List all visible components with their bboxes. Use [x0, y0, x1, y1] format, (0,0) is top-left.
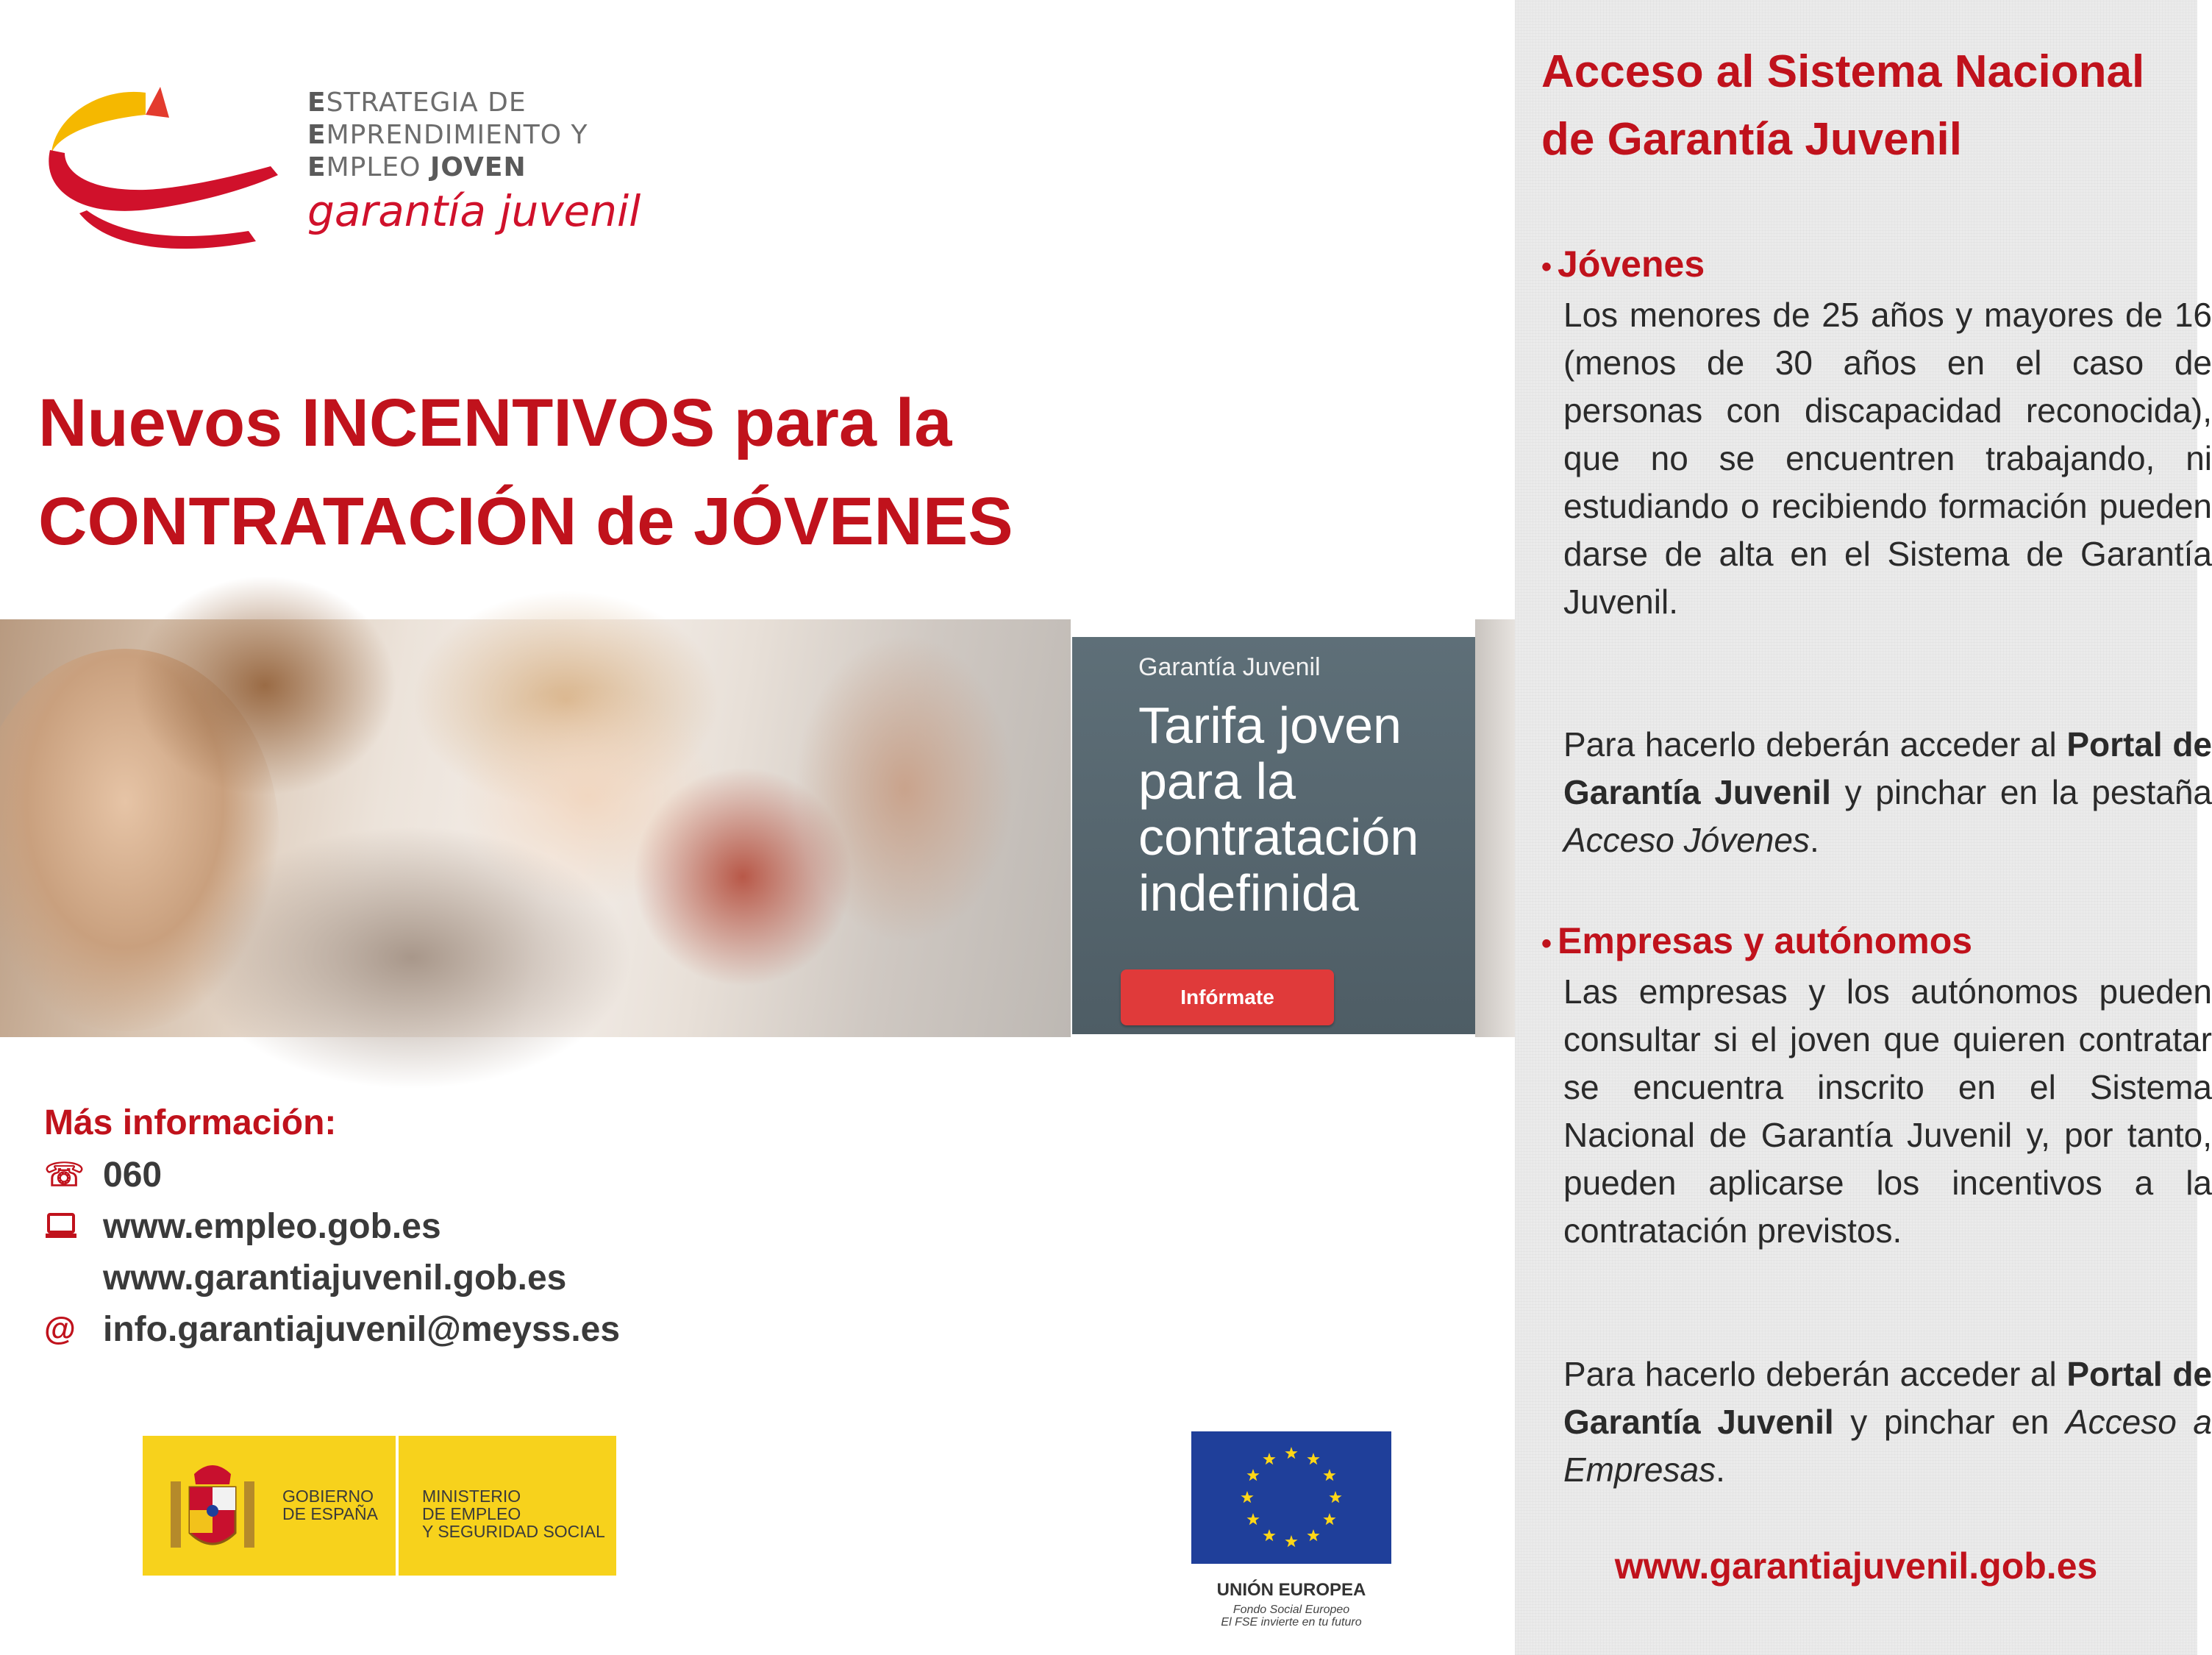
coat-of-arms-icon — [165, 1452, 260, 1562]
gobierno-espana-logo — [143, 1436, 616, 1576]
section-heading-jovenes: • Jóvenes — [1541, 243, 1705, 285]
section-access-empresas: Para hacerlo deberán acceder al Portal de Garantía Juvenil y pinchar en Acceso a Empresas. — [1563, 1355, 2212, 1489]
bullet-icon: • — [1541, 251, 1552, 283]
section-text-jovenes: Los menores de 25 años y mayores de 16 (menos de 30 años en el caso de personas con discapacidad reconocida), que no se encuentren trabajando, ni estudiando o recibiendo formación pueden darse de alta en el Sistema de Garantía Juvenil. — [1563, 296, 2212, 621]
eu-name: UNIÓN EUROPEA — [1216, 1580, 1366, 1600]
section-text-empresas: Las empresas y los autónomos pueden consultar si el joven que quieren contratar se encuentra inscrito en el Sistema Nacional de Garantía Juvenil y, por tanto, pueden aplicarse los incentivos a la contratación previstos. — [1563, 972, 2212, 1250]
contact-web-2 — [44, 1252, 620, 1303]
contact-title: Más información: — [44, 1103, 337, 1142]
page-title — [38, 374, 1127, 571]
eu-subtitle: Fondo Social Europeo El FSE invierte en tu futuro — [1221, 1604, 1362, 1629]
gobierno-text: GOBIERNO DE ESPAÑA — [282, 1487, 378, 1523]
panel-url[interactable]: www.garantiajuvenil.gob.es — [1614, 1545, 2098, 1587]
computer-icon — [44, 1211, 103, 1241]
logo-line-1: ESTRATEGIA DE — [307, 88, 527, 118]
eu-flag-icon — [1191, 1431, 1391, 1564]
title-line-1: Nuevos INCENTIVOS para la — [38, 385, 952, 460]
photo-edge — [1475, 619, 1515, 1037]
promo-heading: Tarifa joven para la contratación indefinida — [1138, 697, 1419, 922]
logo-line-3: EMPLEO JOVEN — [307, 152, 527, 182]
ministerio-text: MINISTERIO DE EMPLEO Y SEGURIDAD SOCIAL — [422, 1487, 605, 1541]
promo-card — [1072, 637, 1475, 1034]
section-access-jovenes: Para hacerlo deberán acceder al Portal de Garantía Juvenil y pinchar en la pestaña Acceso Jóvenes. — [1563, 725, 2212, 859]
bullet-icon: • — [1541, 928, 1552, 960]
logo-text — [307, 87, 641, 237]
info-panel — [1515, 0, 2212, 1655]
contact-info — [44, 1097, 620, 1355]
informate-button[interactable]: Infórmate — [1121, 969, 1334, 1025]
contact-phone — [44, 1149, 620, 1200]
portal-link: Portal de Garantía Juvenil — [1563, 1355, 2212, 1441]
panel-title: Acceso al Sistema Nacional de Garantía Juvenil — [1541, 46, 2145, 165]
portal-link: Portal de Garantía Juvenil — [1563, 725, 2212, 811]
contact-email — [44, 1303, 620, 1355]
phone-icon: ☏ — [44, 1156, 85, 1193]
logo-subtitle: garantía juvenil — [307, 186, 641, 236]
logo-divider — [396, 1436, 399, 1576]
link-empleo[interactable]: www.empleo.gob.es — [103, 1206, 441, 1246]
logo-line-2: EMPRENDIMIENTO Y — [307, 120, 588, 150]
phone-number[interactable]: 060 — [103, 1155, 163, 1195]
section-heading-empresas: • Empresas y autónomos — [1541, 920, 1973, 961]
title-line-2: CONTRATACIÓN de JÓVENES — [38, 484, 1013, 559]
email-link[interactable]: info.garantiajuvenil@meyss.es — [103, 1309, 621, 1349]
garantia-juvenil-logo — [35, 79, 285, 271]
contact-web-1 — [44, 1200, 620, 1252]
promo-label: Garantía Juvenil — [1138, 653, 1321, 681]
at-icon: @ — [44, 1311, 76, 1347]
hero-photo — [0, 619, 1071, 1037]
link-garantiajuvenil[interactable]: www.garantiajuvenil.gob.es — [103, 1258, 567, 1298]
